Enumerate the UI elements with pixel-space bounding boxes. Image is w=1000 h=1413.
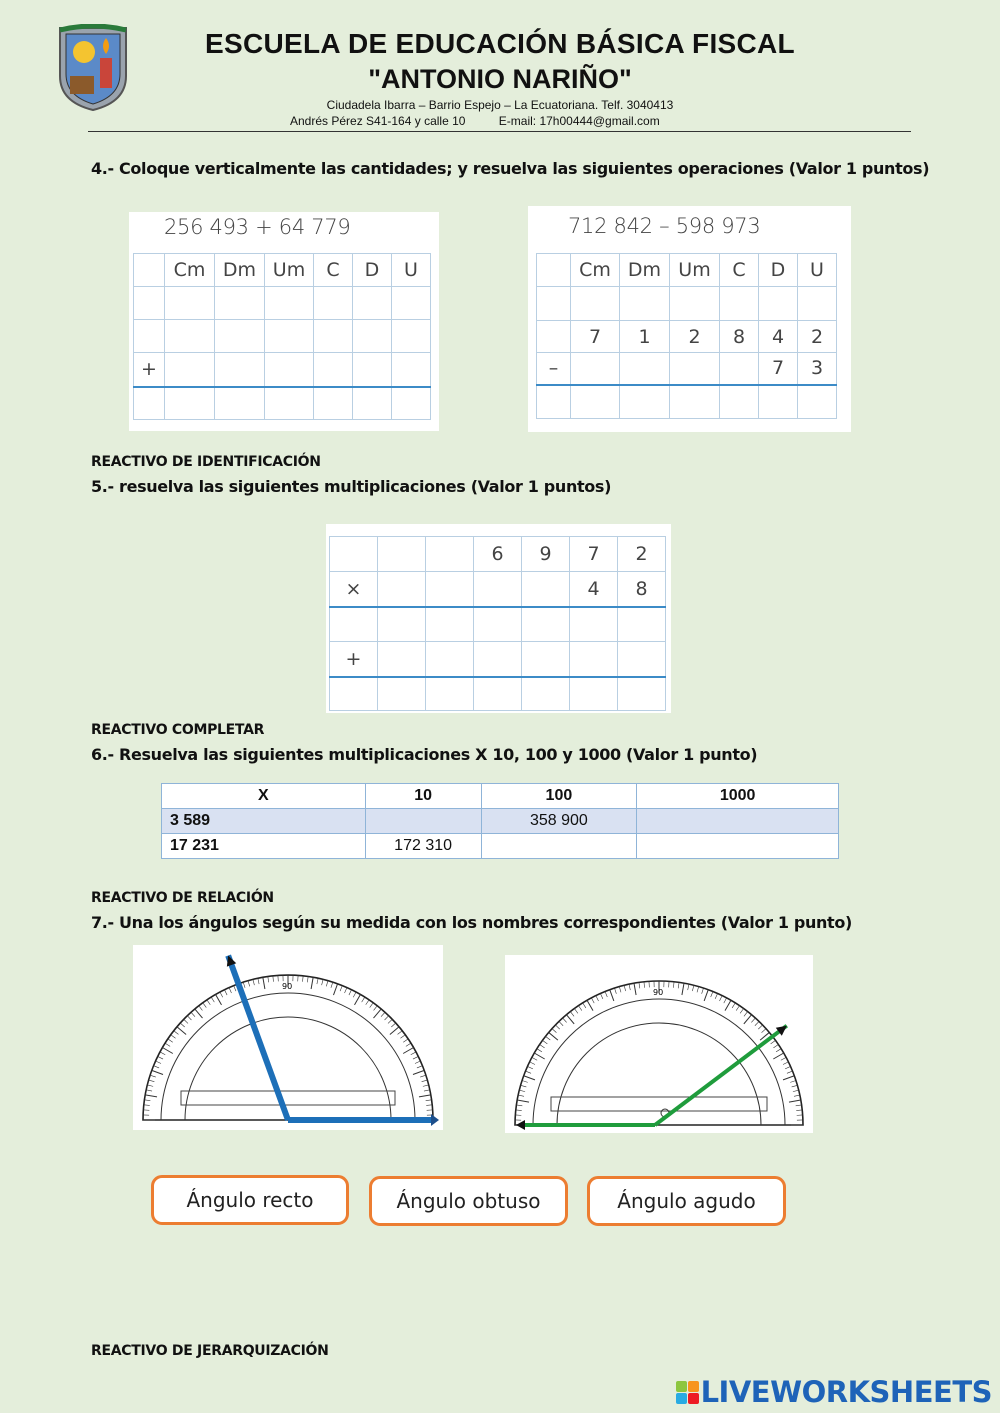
answer-cell[interactable] [353,387,392,420]
section-completar: REACTIVO COMPLETAR [91,722,265,738]
answer-cell[interactable] [570,607,618,642]
minus-sign: – [537,353,571,385]
school-name: "ANTONIO NARIÑO" [368,64,632,94]
answer-cell[interactable] [620,287,670,321]
addition-panel [129,212,439,431]
option-angulo-obtuso[interactable]: Ángulo obtuso [369,1176,568,1226]
answer-cell[interactable] [392,387,431,420]
answer-cell[interactable] [474,677,522,711]
answer-cell[interactable] [215,387,265,420]
answer-cell[interactable] [474,607,522,642]
multiplicand-digit: 6 [474,537,522,572]
answer-cell[interactable] [165,287,215,320]
answer-cell[interactable] [570,677,618,711]
multiplication-panel [326,524,671,713]
answer-cell[interactable] [314,320,353,353]
multiplier-digit: 4 [570,572,618,607]
answer-cell[interactable] [392,320,431,353]
answer-cell[interactable] [620,385,670,419]
answer-cell[interactable] [314,387,353,420]
answer-cell[interactable] [759,385,798,419]
times-sign: × [330,572,378,607]
answer-cell[interactable] [353,287,392,320]
subtraction-panel [528,206,851,432]
minuend-digit: 2 [798,321,837,353]
answer-cell[interactable] [265,353,314,387]
question-6-title: 6.- Resuelva las siguientes multiplicaciones X 10, 100 y 1000 (Valor 1 punto) [91,745,758,764]
table-cell: 358 900 [481,809,637,834]
table-row [162,834,839,859]
answer-cell[interactable] [759,287,798,321]
answer-cell[interactable] [392,353,431,387]
answer-cell[interactable] [571,287,620,321]
table-header: 1000 [637,784,839,809]
answer-cell[interactable] [720,353,759,385]
answer-cell[interactable] [314,287,353,320]
answer-cell[interactable] [378,642,426,677]
header-um: Um [265,254,314,287]
answer-cell[interactable] [670,353,720,385]
protractor-label: 90 [653,988,664,997]
minuend-digit: 4 [759,321,798,353]
header-d: D [759,254,798,287]
minuend-digit: 2 [670,321,720,353]
section-jerarquizacion: REACTIVO DE JERARQUIZACIÓN [91,1343,329,1359]
answer-cell[interactable] [618,642,666,677]
question-4-title: 4.- Coloque verticalmente las cantidades; y resuelva las siguientes operaciones (Valor 1 puntos) [91,159,930,178]
answer-cell[interactable] [570,642,618,677]
liveworksheets-brand [676,1375,992,1409]
liveworksheets-logo-icon [676,1381,699,1404]
answer-cell[interactable] [618,677,666,711]
minuend-digit: 7 [571,321,620,353]
header-divider [88,131,911,132]
answer-cell[interactable] [215,287,265,320]
protractor-label: 90 [282,982,293,991]
answer-cell[interactable] [165,387,215,420]
header-um: Um [670,254,720,287]
answer-cell[interactable] [426,642,474,677]
table-header: X [162,784,366,809]
answer-cell[interactable] [522,677,570,711]
answer-cell[interactable] [378,607,426,642]
answer-cell[interactable] [426,677,474,711]
question-7-title: 7.- Una los ángulos según su medida con los nombres correspondientes (Valor 1 punto) [91,913,852,932]
answer-cell[interactable] [798,287,837,321]
multiplicand-digit: 2 [618,537,666,572]
answer-cell[interactable] [620,353,670,385]
multiplicand-digit: 7 [570,537,618,572]
address-line-2: Andrés Pérez S41-164 y calle 10 E-mail: 17h00444@gmail.com [290,114,660,128]
answer-cell[interactable] [378,677,426,711]
answer-cell[interactable] [165,353,215,387]
subtrahend-digit: 7 [759,353,798,385]
answer-cell[interactable] [670,385,720,419]
header-dm: Dm [620,254,670,287]
header-d: D [353,254,392,287]
header-c: C [720,254,759,287]
plus-sign: + [134,353,165,387]
table-header: 10 [365,784,481,809]
answer-cell[interactable] [165,320,215,353]
answer-cell[interactable] [265,287,314,320]
answer-cell[interactable] [215,353,265,387]
table-cell: 172 310 [365,834,481,859]
option-angulo-agudo[interactable]: Ángulo agudo [587,1176,786,1226]
answer-cell[interactable] [522,642,570,677]
times-table [161,783,839,859]
multiplicand-digit: 9 [522,537,570,572]
answer-cell[interactable] [265,387,314,420]
subtraction-expression: 712 842 – 598 973 [568,214,761,238]
multiplication-grid [329,536,666,711]
answer-cell[interactable] [670,287,720,321]
protractor-2 [505,955,813,1133]
answer-cell[interactable] [265,320,314,353]
addition-expression: 256 493 + 64 779 [164,215,351,239]
answer-cell[interactable] [314,353,353,387]
addition-grid [133,253,431,420]
option-angulo-recto[interactable]: Ángulo recto [151,1175,349,1225]
answer-cell[interactable] [720,385,759,419]
minuend-digit: 1 [620,321,670,353]
subtrahend-digit: 3 [798,353,837,385]
answer-cell[interactable] [720,287,759,321]
answer-cell[interactable] [215,320,265,353]
header-c: C [314,254,353,287]
subtraction-grid [536,253,837,419]
answer-cell[interactable] [481,834,637,859]
plus-sign: + [330,642,378,677]
answer-cell[interactable] [522,607,570,642]
answer-cell[interactable] [798,385,837,419]
row-label: 3 589 [162,809,366,834]
answer-cell[interactable] [637,834,839,859]
answer-cell[interactable] [571,353,620,385]
section-identificacion: REACTIVO DE IDENTIFICACIÓN [91,454,321,470]
row-label: 17 231 [162,834,366,859]
answer-cell[interactable] [353,353,392,387]
answer-cell[interactable] [426,607,474,642]
address-line-1: Ciudadela Ibarra – Barrio Espejo – La Ecuatoriana. Telf. 3040413 [326,98,674,112]
answer-cell[interactable] [365,809,481,834]
header-u: U [392,254,431,287]
table-row [162,809,839,834]
answer-cell[interactable] [353,320,392,353]
answer-cell[interactable] [618,607,666,642]
minuend-digit: 8 [720,321,759,353]
brand-text: LIVEWORKSHEETS [700,1375,992,1409]
table-header: 100 [481,784,637,809]
protractor-1 [133,945,443,1130]
header-dm: Dm [215,254,265,287]
answer-cell[interactable] [474,642,522,677]
header-cm: Cm [571,254,620,287]
header-u: U [798,254,837,287]
answer-cell[interactable] [637,809,839,834]
answer-cell[interactable] [571,385,620,419]
section-relacion: REACTIVO DE RELACIÓN [91,890,274,906]
answer-cell[interactable] [392,287,431,320]
school-title: ESCUELA DE EDUCACIÓN BÁSICA FISCAL [205,28,795,59]
header-cm: Cm [165,254,215,287]
multiplier-digit: 8 [618,572,666,607]
question-5-title: 5.- resuelva las siguientes multiplicaciones (Valor 1 puntos) [91,477,612,496]
